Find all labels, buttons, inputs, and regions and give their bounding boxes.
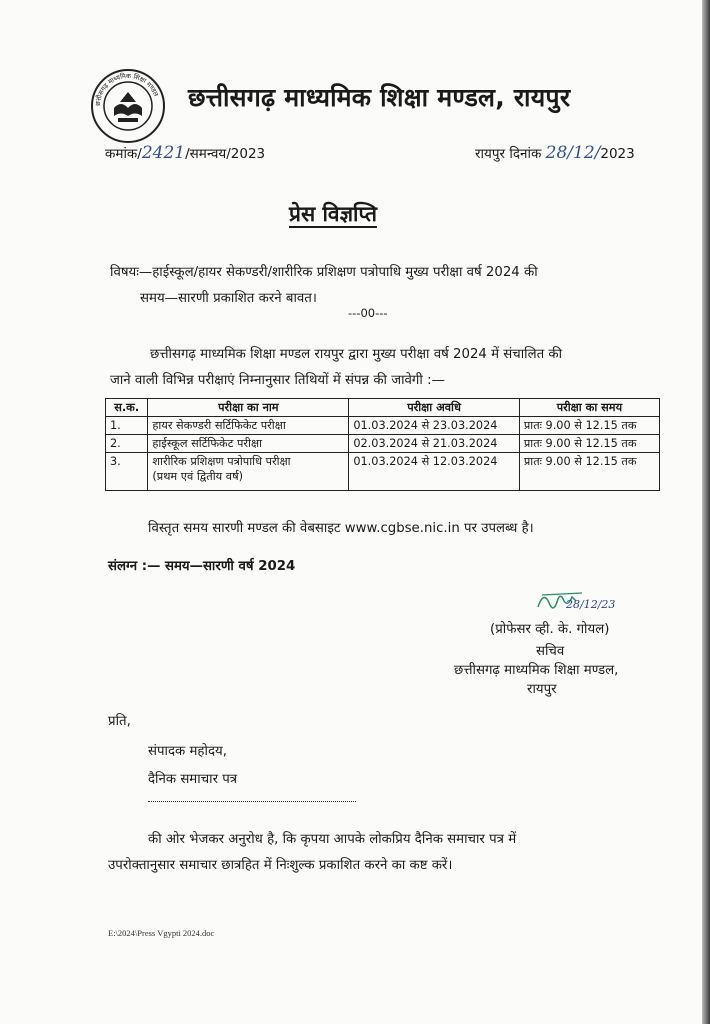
- header-exam-period: परीक्षा अवधि: [349, 399, 520, 417]
- subject-line-1: विषयः—हाईस्कूल/हायर सेकण्डरी/शारीरिक प्रशिक्षण पत्रोपाधि मुख्य परीक्षा वर्ष 2024 की: [110, 265, 538, 280]
- board-seal-logo: [90, 68, 166, 144]
- subject-line-2: समय—सारणी प्रकाशित करने बावत।: [140, 291, 317, 306]
- header-exam-name: परीक्षा का नाम: [148, 399, 349, 417]
- page-title: प्रेस विज्ञप्ति: [289, 202, 377, 226]
- recipient-line-2: दैनिक समाचार पत्र: [148, 772, 238, 787]
- exam-name-line-1: शारीरिक प्रशिक्षण पत्रोपाधि परीक्षा: [152, 455, 291, 468]
- date-year: 2023: [600, 146, 635, 162]
- cell-sno: 2.: [106, 435, 148, 453]
- cell-time: प्रातः 9.00 से 12.15 तक: [519, 453, 659, 491]
- exam-schedule-table: [105, 398, 660, 491]
- cell-exam-name: हायर सेकण्डरी सर्टिफिकेट परीक्षा: [148, 417, 349, 435]
- svg-text:छत्तीसगढ़ माध्यमिक शिक्षा मण्ड: छत्तीसगढ़ माध्यमिक शिक्षा मण्डल: [93, 71, 161, 107]
- table-row: [106, 417, 660, 435]
- cell-sno: 1.: [106, 417, 148, 435]
- header-exam-time: परीक्षा का समय: [519, 399, 659, 417]
- request-line-1: की ओर भेजकर अनुरोध है, कि कृपया आपके लोकप्रिय दैनिक समाचार पत्र में: [148, 832, 517, 847]
- kramank-number: 2421: [141, 143, 186, 163]
- cell-exam-name: हाईस्कूल सर्टिफिकेट परीक्षा: [148, 435, 349, 453]
- cell-period: 01.03.2024 से 12.03.2024: [349, 453, 520, 491]
- separator: ---00---: [348, 306, 388, 320]
- kramank-label: कमांक/: [105, 146, 142, 162]
- signatory-org: छत्तीसगढ़ माध्यमिक शिक्षा मण्डल,: [454, 663, 619, 678]
- header-sno: स.क.: [106, 399, 148, 417]
- signature-date: 28/12/23: [566, 598, 616, 611]
- signatory-designation: सचिव: [536, 644, 565, 659]
- cell-period: 01.03.2024 से 23.03.2024: [349, 417, 520, 435]
- cell-exam-name: [148, 453, 349, 491]
- signatory-city: रायपुर: [527, 682, 557, 697]
- attachment-line: संलग्न :— समय—सारणी वर्ष 2024: [108, 559, 296, 574]
- table-row: [106, 435, 660, 453]
- signatory-name: (प्रोफेसर व्ही. के. गोयल): [490, 622, 610, 637]
- kramank-suffix: /समन्वय/2023: [185, 146, 266, 162]
- request-line-2: उपरोक्तानुसार समाचार छात्रहित में निःशुल्क प्रकाशित करने का कष्ट करें।: [108, 858, 453, 873]
- recipient-prati: प्रति,: [108, 714, 131, 729]
- blank-dotted-line: [148, 800, 356, 802]
- date-handwritten: 28/12/: [545, 143, 601, 163]
- cell-time: प्रातः 9.00 से 12.15 तक: [519, 417, 659, 435]
- date-label: रायपुर दिनांक: [475, 146, 542, 162]
- exam-name-line-2: (प्रथम एवं द्वितीय वर्ष): [152, 470, 244, 483]
- cell-period: 02.03.2024 से 21.03.2024: [349, 435, 520, 453]
- intro-line-1: छत्तीसगढ़ माध्यमिक शिक्षा मण्डल रायपुर द्वारा मुख्य परीक्षा वर्ष 2024 में संचालित की: [150, 347, 563, 362]
- reference-number: [105, 143, 265, 163]
- cell-time: प्रातः 9.00 से 12.15 तक: [519, 435, 659, 453]
- table-row: [106, 453, 660, 491]
- intro-line-2: जाने वाली विभिन्न परीक्षाएं निम्नानुसार तिथियों में संपन्न की जावेगी :—: [110, 373, 445, 388]
- page-edge-shadow: [702, 0, 710, 1024]
- issue-date: [475, 143, 635, 163]
- recipient-line-1: संपादक महोदय,: [148, 744, 227, 759]
- table-header-row: [106, 399, 660, 417]
- file-path-footer: E:\2024\Press Vgypti 2024.doc: [108, 928, 215, 938]
- website-line: विस्तृत समय सारणी मण्डल की वेबसाइट www.cgbse.nic.in पर उपलब्ध है।: [148, 521, 534, 536]
- org-title: छत्तीसगढ़ माध्यमिक शिक्षा मण्डल, रायपुर: [188, 83, 571, 112]
- cell-sno: 3.: [106, 453, 148, 491]
